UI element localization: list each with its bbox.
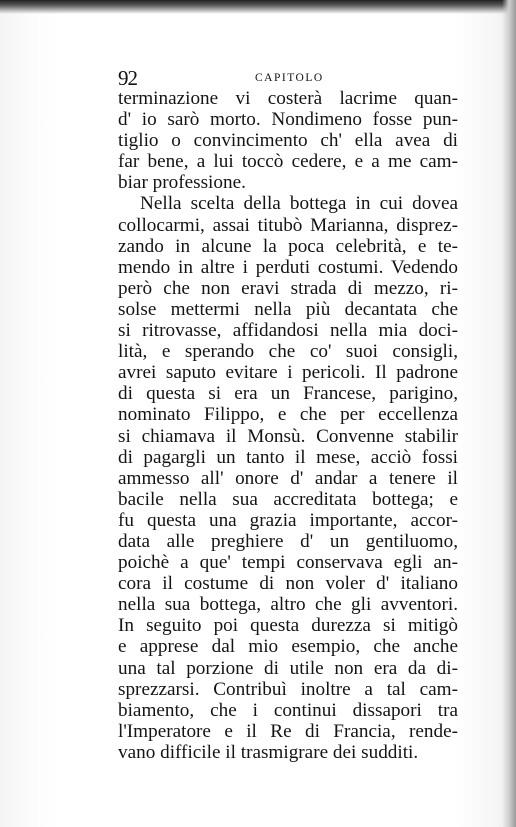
text-line: solse mettermi nella più decantata che: [118, 298, 458, 320]
text-line: terminazione vi costerà lacrime quan-: [118, 88, 458, 109]
text-line: lità, e sperando che co' suoi consigli,: [118, 341, 458, 363]
text-line: biar professione.: [118, 172, 246, 194]
text-line: In seguito poi questa durezza si mitigò: [118, 615, 458, 637]
body-text: [118, 88, 458, 763]
text-line: Nella scelta della bottega in cui dovea: [140, 193, 458, 215]
text-line: data alle preghiere d' un gentiluomo,: [118, 530, 458, 552]
page-top-edge-shadow: [0, 0, 516, 14]
text-line: l'Imperatore e il Re di Francia, rende-: [118, 720, 458, 742]
text-line: far bene, a lui toccò cedere, e a me cam-: [118, 151, 458, 173]
text-line: però che non eravi strada di mezzo, ri-: [118, 277, 458, 299]
text-line: e apprese dal mio esempio, che anche: [118, 636, 458, 658]
page-header: [118, 66, 458, 90]
text-line: zando in alcune la poca celebrità, e te-: [118, 235, 458, 257]
text-line: una tal porzione di utile non era da di-: [118, 657, 458, 679]
text-line: collocarmi, assai titubò Marianna, disprez-: [118, 214, 458, 236]
text-line: mendo in altre i perduti costumi. Vedendo: [118, 256, 458, 278]
text-line: di pagargli un tanto il mese, acciò fossi: [118, 446, 458, 468]
text-line: sprezzarsi. Contribuì inoltre a tal cam-: [118, 678, 458, 700]
text-line: bacile nella sua accreditata bottega; e: [118, 488, 458, 510]
text-line: poichè a que' tempi conservava egli an-: [118, 552, 458, 574]
page-number: 92: [118, 66, 137, 90]
text-line: di questa si era un Francese, parigino,: [118, 383, 458, 405]
text-line: nella sua bottega, altro che gli avventori.: [118, 594, 458, 616]
text-line: d' io sarò morto. Nondimeno fosse pun-: [118, 109, 458, 131]
text-line: fu questa una grazia importante, accor-: [118, 509, 458, 531]
page-right-edge-shadow: [502, 0, 516, 827]
text-line: tiglio o convincimento ch' ella avea di: [118, 130, 458, 152]
text-line: si chiamava il Monsù. Convenne stabilir: [118, 425, 458, 447]
text-line: vano difficile il trasmigrare dei sudditi.: [118, 741, 419, 763]
text-line: biamento, che i continui dissapori tra: [118, 699, 458, 721]
text-line: avrei saputo evitare i pericoli. Il padrone: [118, 362, 458, 384]
text-line: si ritrovasse, affidandosi nella mia doci-: [118, 320, 458, 342]
running-head: CAPITOLO: [255, 72, 324, 84]
text-line: cora il costume di non voler d' italiano: [118, 573, 458, 595]
text-line: ammesso all' onore d' andar a tenere il: [118, 467, 458, 489]
text-line: nominato Filippo, e che per eccellenza: [118, 404, 458, 426]
